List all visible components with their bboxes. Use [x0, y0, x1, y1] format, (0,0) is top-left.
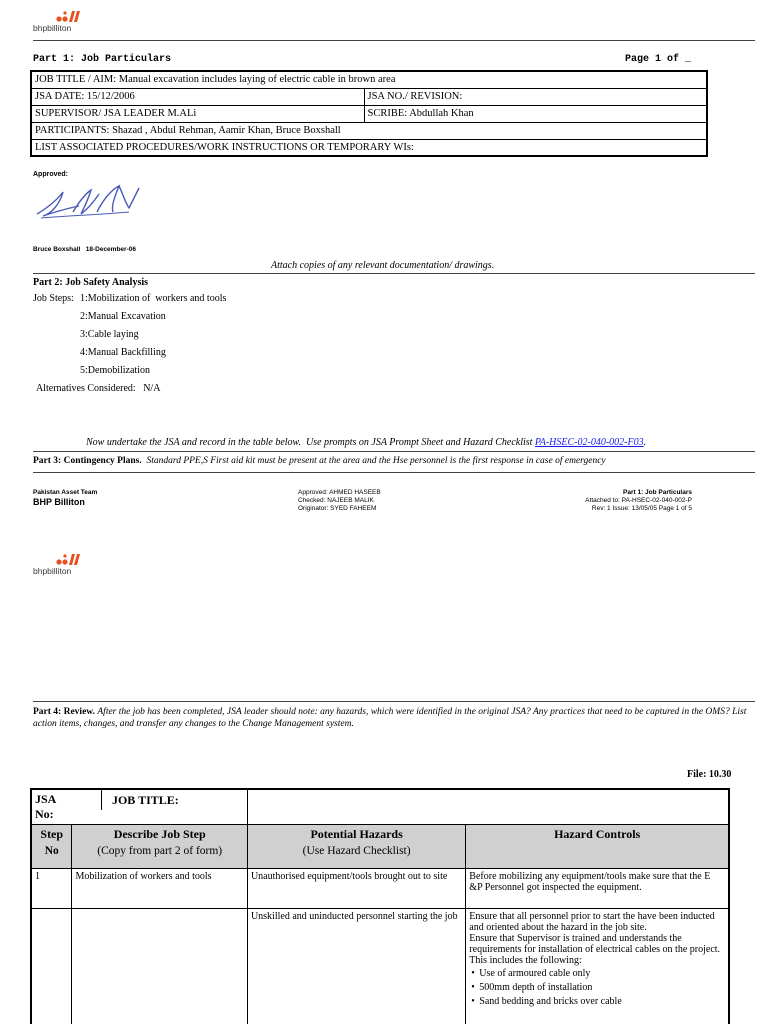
describe-header-sub: (Copy from part 2 of form): [97, 845, 223, 857]
bhp-logo-mark-icon: [55, 9, 81, 23]
part1-title: Part 1: Job Particulars: [33, 54, 172, 65]
hazards-header-text: Potential Hazards: [310, 827, 403, 841]
footer-approved: Approved: AHMED HASEEB: [298, 489, 381, 496]
job-title-value: [247, 789, 729, 825]
jsa-no-label-text: JSA No:: [35, 792, 56, 821]
scribe-cell: SCRIBE: Abdullah Khan: [364, 105, 707, 122]
row-describe: Mobilization of workers and tools: [72, 869, 247, 909]
row-step: [31, 909, 72, 1024]
top-divider: [33, 40, 755, 41]
undertake-suffix: .: [643, 437, 647, 448]
jsa-date-cell: JSA DATE: 15/12/2006: [31, 88, 364, 105]
alternatives-considered: Alternatives Considered: N/A: [36, 383, 161, 394]
undertake-text: Now undertake the JSA and record in the table below. Use prompts on JSA Prompt Sheet and Hazard Checklist: [86, 437, 535, 448]
job-steps-label: Job Steps:: [33, 293, 77, 304]
job-step-5: 5:Demobilization: [80, 365, 150, 376]
row-step: 1: [31, 869, 72, 909]
row-describe: [72, 909, 247, 1024]
row-control: [466, 909, 729, 1024]
footer-rev: Rev: 1 Issue: 13/05/05 Page 1 of 5: [591, 505, 692, 512]
jsa-table: [30, 788, 730, 1024]
part3-text: Standard PPE,S First aid kit must be present at the area and the Hse personnel is the first response in case of emergency: [146, 456, 606, 466]
row-control: Before mobilizing any equipment/tools make sure that the E &P Personnel got inspected the equipment.: [466, 869, 729, 909]
signature-image: [33, 182, 143, 222]
part2-divider: [33, 273, 755, 274]
row-hazard: Unauthorised equipment/tools brought out to site: [247, 869, 465, 909]
job-title-label: JOB TITLE:: [111, 793, 179, 807]
participants-cell: PARTICIPANTS: Shazad , Abdul Rehman, Aamir Khan, Bruce Boxshall: [31, 122, 707, 139]
footer-attached: Attached to: PA-HSEC-02-040-002-P: [585, 497, 692, 504]
bhp-logo: [33, 9, 93, 37]
part3-line: [33, 456, 606, 466]
jsa-no-value: [72, 789, 247, 825]
list-item: • 500mm depth of installation: [469, 982, 725, 993]
describe-header: [72, 825, 247, 869]
hazards-header-sub: (Use Hazard Checklist): [302, 845, 411, 857]
part3-title: Part 3: Contingency Plans.: [33, 456, 142, 466]
footer-part: Part 1: Job Particulars: [623, 489, 692, 496]
footer-left: [33, 489, 97, 508]
part4-block: [33, 706, 748, 730]
approved-label: Approved:: [33, 171, 68, 178]
job-step-2: 2:Manual Excavation: [80, 311, 166, 322]
page-indicator: Page 1 of _: [625, 54, 692, 65]
table-row: [31, 909, 729, 1024]
job-step-1: 1:Mobilization of workers and tools: [80, 293, 227, 304]
footer-company: BHP Billiton: [33, 497, 85, 507]
file-number: File: 10.30: [687, 769, 732, 780]
table-row: [31, 869, 729, 909]
jsa-no-cell: JSA NO./ REVISION:: [364, 88, 707, 105]
supervisor-cell: SUPERVISOR/ JSA LEADER M.ALi: [31, 105, 364, 122]
footer-right: [520, 489, 692, 513]
attach-note: Attach copies of any relevant documentation/ drawings.: [271, 260, 495, 271]
procedures-cell: LIST ASSOCIATED PROCEDURES/WORK INSTRUCTIONS OR TEMPORARY WIs:: [31, 139, 707, 156]
signer-name-date: Bruce Boxshall 18-December-06: [33, 246, 136, 253]
footer-checked: Checked: NAJEEB MALIK: [298, 497, 374, 504]
part2-title: Part 2: Job Safety Analysis: [33, 277, 148, 288]
step-header-text: Step: [40, 827, 64, 841]
part3-divider: [33, 451, 755, 452]
controls-header: [466, 825, 729, 869]
footer-originator: Originator: SYED FAHEEM: [298, 505, 377, 512]
list-item: • Use of armoured cable only: [469, 968, 725, 979]
hazard-checklist-link[interactable]: PA-HSEC-02-040-002-F03: [534, 437, 644, 448]
footer-center: [298, 489, 381, 513]
job-step-4: 4:Manual Backfilling: [80, 347, 166, 358]
job-title-cell: JOB TITLE / AIM: Manual excavation includes laying of electric cable in brown area: [31, 71, 707, 88]
bhp-logo-2: [33, 552, 93, 580]
footer-team: Pakistan Asset Team: [33, 489, 98, 496]
row-control-text: Ensure that all personnel prior to start the have been inducted and oriented about the hazard in the job site. Ensure that Supervisor is trained and understands the requirements for installation of electrical cables on the project. This includes the following:: [469, 911, 721, 966]
describe-header-text: Describe Job Step: [113, 827, 206, 841]
hazards-header: [247, 825, 465, 869]
bhp-logo-mark-icon: [55, 552, 81, 566]
job-step-3: 3:Cable laying: [80, 329, 139, 340]
part4-title: Part 4: Review.: [33, 707, 95, 717]
list-item: • Sand bedding and bricks over cable: [469, 996, 725, 1007]
step-no-header: [31, 825, 72, 869]
control-bullets: [469, 968, 725, 1007]
part3-bottom-divider: [33, 472, 755, 473]
part4-text: After the job has been completed, JSA leader should note: any hazards, which were identified in the original JSA? Any practices that need to be captured in the OMS? List action items, changes, and transfer any changes to the Change Management system.: [33, 707, 747, 729]
bhp-logo-text: bhpbilliton: [33, 23, 72, 33]
jsa-no-label: [31, 789, 72, 825]
undertake-note: [86, 437, 646, 448]
row-hazard: Unskilled and uninducted personnel starting the job: [247, 909, 465, 1024]
part4-divider: [33, 701, 755, 702]
bhp-logo-text: bhpbilliton: [33, 566, 72, 576]
controls-header-text: Hazard Controls: [554, 827, 641, 841]
job-particulars-table: [30, 70, 708, 157]
step-header-sub: No: [44, 845, 59, 857]
